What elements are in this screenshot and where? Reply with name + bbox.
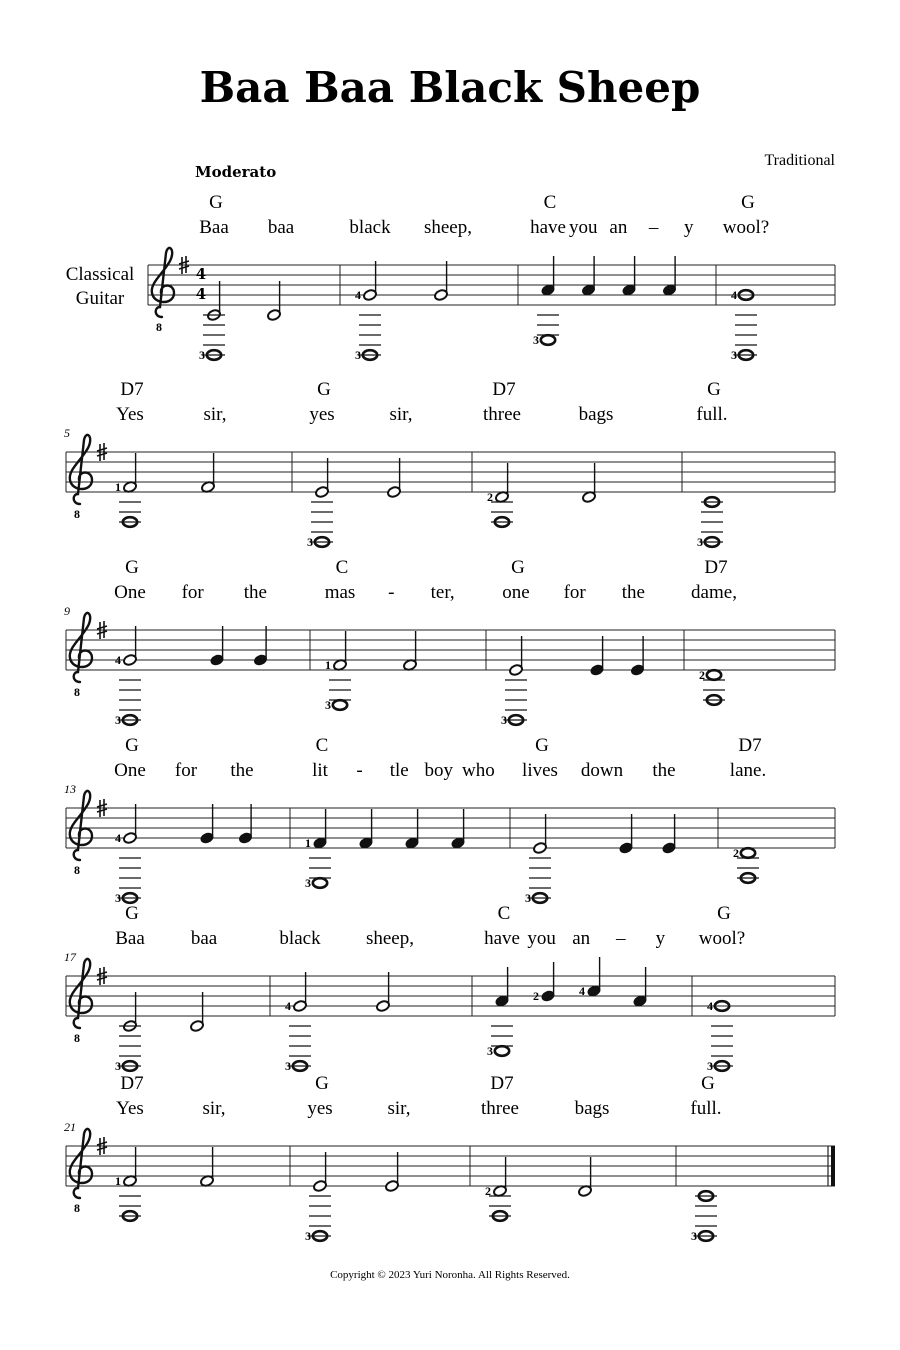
lyric-syllable: full. [696,404,728,425]
fingering-number: 4 [355,288,361,302]
fingering-number: 3 [525,891,531,905]
chord-symbol: G [707,379,721,400]
lyric-syllable: down [580,760,624,781]
lyric-syllable: yes [307,1098,333,1119]
lyric-syllable: for [181,582,204,603]
lyric-syllable: have [484,928,520,949]
chord-symbol: D7 [490,1073,514,1094]
lyric-syllable: yes [309,404,335,425]
measure [115,903,218,1073]
fingering-number: 3 [501,713,507,727]
staff-system [64,735,835,905]
clef-octave-marking: 8 [74,863,80,877]
lyric-syllable: Baa [115,928,145,949]
fingering-number: 3 [115,891,121,905]
treble-clef-icon [152,248,174,317]
chord-symbol: C [543,192,557,213]
clef-octave-marking: 8 [74,685,80,699]
staff-system [64,557,835,727]
measure [484,903,666,1058]
staff-system [64,1073,835,1243]
clef-octave-marking: 8 [74,507,80,521]
melody-whole-note-head [707,670,721,680]
measure [530,192,694,347]
measure-number: 17 [64,950,76,964]
lyric-syllable: – [648,217,659,238]
fingering-number: 4 [731,288,737,302]
lyric-syllable: full. [690,1098,722,1119]
fingering-number: 3 [115,1059,121,1073]
lyric-syllable: three [481,1098,519,1119]
measure [307,379,413,549]
clef-octave-marking: 8 [74,1031,80,1045]
lyric-syllable: three [483,404,521,425]
bass-whole-note-head [333,700,347,710]
measure [279,928,414,1073]
lyric-syllable: sir, [202,1098,226,1119]
lyric-syllable: Yes [116,404,144,425]
lyric-syllable: you [568,217,598,238]
lyric-syllable: dame, [691,582,737,603]
clef-octave-marking: 8 [156,320,162,334]
lyric-syllable: black [279,928,321,949]
lyric-syllable: for [174,760,198,781]
lyric-syllable: sir, [389,404,413,425]
fingering-number: 3 [533,333,539,347]
chord-symbol: D7 [120,379,144,400]
staff-system [64,903,835,1073]
lyric-syllable: - [356,760,363,781]
chord-symbol: C [315,735,329,756]
chord-symbol: C [497,903,511,924]
measure [199,192,295,362]
fingering-number: 2 [699,668,705,682]
lyric-syllable: baa [267,217,295,238]
lyric-syllable: the [230,760,254,781]
chord-symbol: G [317,379,331,400]
instrument-name-line-2: Guitar [75,288,125,309]
measure-number: 21 [64,1120,76,1134]
lyric-syllable: lit [312,760,328,781]
measure [483,379,613,527]
measure [723,192,769,362]
measure [690,1073,721,1243]
fingering-number: 2 [485,1184,491,1198]
measure [325,557,455,712]
treble-clef-icon [70,959,92,1028]
bass-whole-note-head [313,878,327,888]
lyric-syllable: sir, [203,404,227,425]
chord-symbol: G [511,557,525,578]
fingering-number: 2 [733,846,739,860]
lyric-syllable: wool? [722,217,770,238]
measure [501,557,645,727]
lyric-syllable: - [388,582,395,603]
measure [696,379,727,549]
chord-symbol: G [315,1073,329,1094]
fingering-number: 2 [487,490,493,504]
measure [305,1073,411,1243]
fingering-number: 3 [307,535,313,549]
time-signature-numerator: 4 [195,265,207,283]
measure [522,735,676,905]
chord-symbol: G [535,735,549,756]
lyric-syllable: baa [190,928,218,949]
lyric-syllable: tle [389,760,409,781]
lyric-syllable: lane. [729,760,767,781]
lyric-syllable: boy [424,760,454,781]
chord-symbol: G [125,903,139,924]
measure [730,735,766,883]
melody-whole-note-head [741,848,755,858]
lyric-syllable: y [655,928,666,949]
song-title: Baa Baa Black Sheep [199,63,701,112]
fingering-number: 3 [487,1044,493,1058]
lyric-syllable: sheep, [423,217,473,238]
fingering-number: 3 [355,348,361,362]
composer-credit: Traditional [764,152,835,169]
copyright-notice: Copyright © 2023 Yuri Noronha. All Rights Reserved. [330,1269,570,1281]
fingering-number: 3 [199,348,205,362]
fingering-number: 3 [731,348,737,362]
fingering-number: 3 [707,1059,713,1073]
lyric-syllable: One [114,582,146,603]
lyric-syllable: who [462,760,495,781]
lyric-syllable: the [621,582,645,603]
fingering-number: 3 [325,698,331,712]
fingering-number: 4 [579,984,585,998]
chord-symbol: D7 [492,379,516,400]
fingering-number: 4 [115,831,121,845]
lyric-syllable: bags [578,404,614,425]
chord-symbol: D7 [120,1073,144,1094]
treble-clef-icon [70,613,92,682]
lyric-syllable: the [243,582,267,603]
fingering-number: 1 [305,836,311,850]
lyric-syllable: ter, [430,582,455,603]
measure [114,735,253,905]
chord-symbol: D7 [704,557,728,578]
measure [115,379,227,527]
staff-system [64,379,835,549]
fingering-number: 1 [115,1174,121,1188]
bass-whole-note-head [495,1046,509,1056]
lyric-syllable: have [530,217,566,238]
measure-number: 13 [64,782,76,796]
fingering-number: 1 [325,658,331,672]
chord-symbol: G [125,735,139,756]
fingering-number: 3 [697,535,703,549]
tempo-marking: Moderato [195,163,277,181]
chord-symbol: G [125,557,139,578]
clef-octave-marking: 8 [74,1201,80,1215]
fingering-number: 2 [533,989,539,1003]
lyric-syllable: wool? [698,928,746,949]
treble-clef-icon [70,791,92,860]
fingering-number: 4 [707,999,713,1013]
instrument-name-line-1: Classical [65,264,135,285]
score-systems [64,192,835,1243]
fingering-number: 4 [285,999,291,1013]
chord-symbol: G [717,903,731,924]
lyric-syllable: – [616,928,626,949]
measure [114,557,268,727]
lyric-syllable: Baa [199,217,229,238]
chord-symbol: G [209,192,223,213]
measure [699,903,745,1073]
time-signature-denominator: 4 [195,285,207,303]
lyric-syllable: mas [324,582,356,603]
measure [481,1073,609,1221]
measure [691,557,737,705]
treble-clef-icon [70,435,92,504]
staff-system [148,192,835,362]
lyric-syllable: an [609,217,628,238]
lyric-syllable: black [349,217,391,238]
lyric-syllable: one [502,582,530,603]
lyric-syllable: bags [574,1098,610,1119]
lyric-syllable: sir, [387,1098,411,1119]
fingering-number: 3 [305,1229,311,1243]
final-thick-barline [831,1146,835,1186]
measure [305,735,495,890]
fingering-number: 1 [115,480,121,494]
fingering-number: 4 [115,653,121,667]
fingering-number: 3 [115,713,121,727]
lyric-syllable: Yes [116,1098,144,1119]
treble-clef-icon [70,1129,92,1198]
fingering-number: 3 [691,1229,697,1243]
chord-symbol: D7 [738,735,762,756]
lyric-syllable: sheep, [365,928,415,949]
lyric-syllable: lives [522,760,558,781]
lyric-syllable: the [652,760,676,781]
chord-symbol: G [741,192,755,213]
lyric-syllable: an [572,928,591,949]
fingering-number: 3 [285,1059,291,1073]
fingering-number: 3 [305,876,311,890]
measure [115,1073,226,1221]
measure [349,217,472,362]
lyric-syllable: for [563,582,586,603]
chord-symbol: G [701,1073,715,1094]
measure-number: 9 [64,604,70,618]
chord-symbol: C [335,557,349,578]
lyric-syllable: you [527,928,556,949]
lyric-syllable: One [114,760,146,781]
measure-number: 5 [64,426,70,440]
bass-whole-note-head [541,335,555,345]
lyric-syllable: y [684,217,694,238]
